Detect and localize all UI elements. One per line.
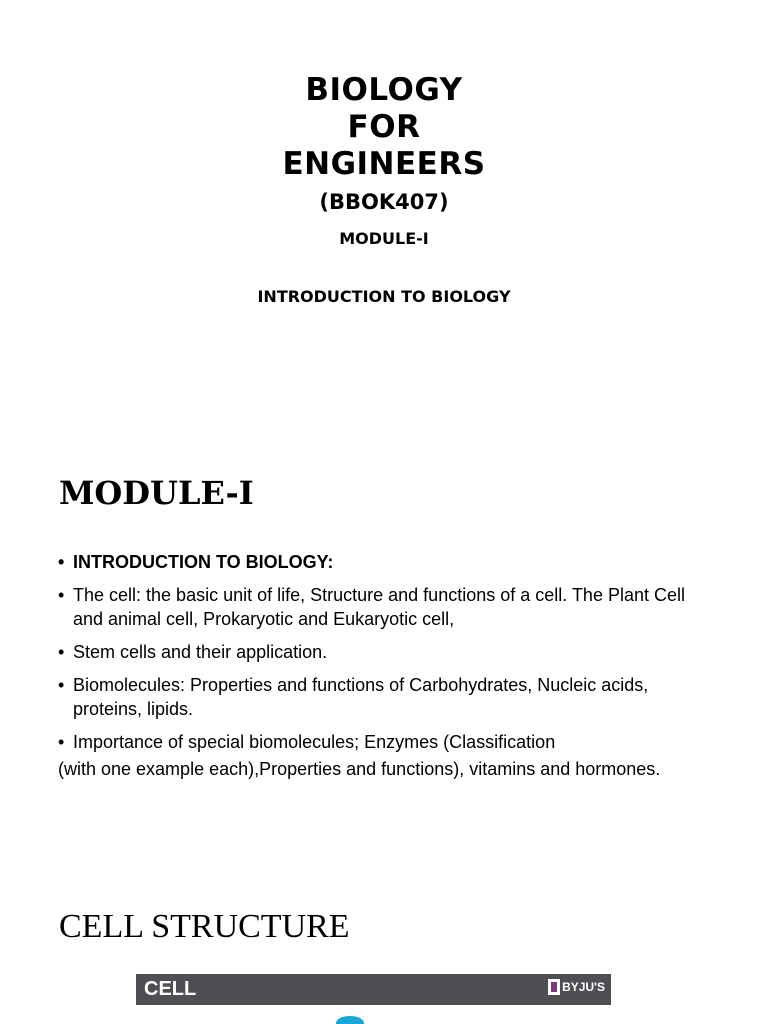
- logo-text: BYJU'S: [562, 980, 605, 994]
- cell-illustration-icon: [336, 1016, 364, 1024]
- bullet-item: • Stem cells and their application.: [58, 640, 718, 664]
- slide-subtitle: INTRODUCTION TO BIOLOGY: [257, 287, 511, 306]
- bullet-item: • Biomolecules: Properties and functions of Carbohydrates, Nucleic acids, proteins, lipids.: [58, 673, 718, 721]
- cell-diagram-image: [136, 974, 611, 1024]
- module-heading: MODULE-I: [59, 474, 254, 512]
- logo-mark-icon: [548, 979, 560, 995]
- slide-title: [0, 72, 768, 183]
- title-line: BIOLOGY: [305, 72, 463, 108]
- byjus-logo: [548, 979, 605, 995]
- cell-structure-heading: CELL STRUCTURE: [59, 908, 350, 945]
- course-code: (BBOK407): [319, 190, 449, 214]
- title-line: FOR: [347, 109, 421, 145]
- image-header-bar: [136, 974, 611, 1005]
- bullet-list: [58, 550, 718, 781]
- title-line: ENGINEERS: [282, 146, 486, 182]
- image-header-label: CELL: [144, 978, 197, 1000]
- bullet-item: • Importance of special biomolecules; Enzymes (Classification: [58, 730, 718, 754]
- bullet-item: • INTRODUCTION TO BIOLOGY:: [58, 550, 718, 574]
- bullet-continuation: (with one example each),Properties and functions), vitamins and hormones.: [58, 759, 661, 779]
- module-label: MODULE-I: [339, 229, 429, 248]
- bullet-item: • The cell: the basic unit of life, Structure and functions of a cell. The Plant Cell and animal cell, Prokaryotic and Eukaryotic cell,: [58, 583, 718, 631]
